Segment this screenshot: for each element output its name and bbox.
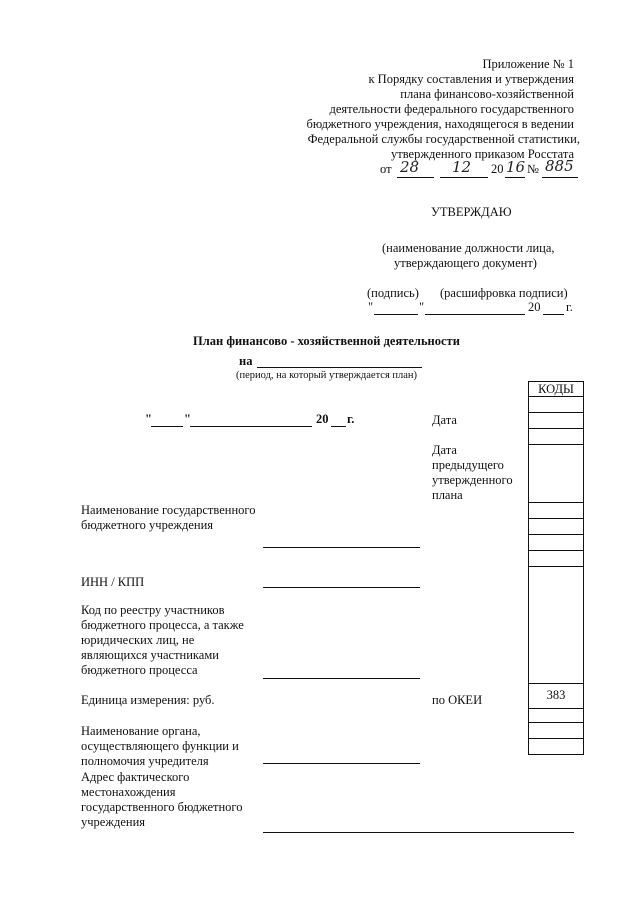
codes-cell: [528, 723, 584, 739]
period-label: на: [239, 354, 253, 368]
appendix-line: плана финансово-хозяйственной: [400, 87, 574, 101]
founder-name-label: Наименование органа, осуществляющего функции и полномочия учредителя: [81, 724, 239, 768]
appendix-line: Федеральной службы государственной статистики,: [307, 132, 580, 146]
period-hint: (период, на который утверждается план): [236, 370, 418, 381]
order-month: 12: [452, 158, 472, 176]
plan-date-year-prefix: 20: [316, 412, 329, 426]
codes-cell: [528, 519, 584, 535]
inn-kpp-label: ИНН / КПП: [81, 575, 145, 589]
approval-month-underline: [425, 314, 525, 315]
signature-hint: (подпись): [367, 286, 419, 300]
plan-date-day-underline: [151, 426, 183, 427]
codes-cell-prev-date: [528, 445, 584, 503]
appendix-line: деятельности федерального государственного: [329, 102, 574, 116]
approval-year-prefix: 20: [528, 300, 541, 314]
prev-date-label: Дата предыдущего утвержденного плана: [432, 443, 513, 502]
order-prefix: от: [380, 162, 392, 176]
codes-table: [528, 381, 584, 755]
registry-code-underline: [263, 678, 420, 679]
inn-kpp-underline: [263, 587, 420, 588]
unit-label: Единица измерения: руб.: [81, 693, 215, 707]
codes-cell: [528, 535, 584, 551]
order-month-underline: [440, 177, 488, 178]
founder-name-underline: [263, 763, 420, 764]
plan-date-year-underline: [331, 426, 346, 427]
okei-label: по ОКЕИ: [432, 693, 483, 707]
registry-code-label: Код по реестру участников бюджетного процесса, а также юридических лиц, не являющихся участниками бюджетного процесса: [81, 603, 244, 677]
appendix-line: к Порядку составления и утверждения: [368, 72, 574, 86]
address-underline: [263, 832, 574, 833]
codes-cell-inn-kpp: [528, 551, 584, 567]
order-year: 16: [506, 158, 526, 176]
order-year-prefix: 20: [491, 162, 504, 176]
codes-cell-founder: [528, 739, 584, 755]
codes-header: КОДЫ: [528, 381, 584, 397]
order-day-underline: [397, 177, 434, 178]
order-number-underline: [542, 177, 578, 178]
period-underline: [257, 367, 422, 368]
appendix-title: Приложение № 1: [482, 57, 574, 71]
position-hint-1: (наименование должности лица,: [382, 241, 555, 255]
order-year-underline: [505, 177, 525, 178]
order-day: 28: [400, 158, 420, 176]
codes-cell: [528, 397, 584, 413]
codes-cell-institution: [528, 503, 584, 519]
plan-date-year-suffix: г.: [347, 412, 355, 426]
codes-cell-okei: 383: [528, 684, 584, 709]
institution-name-underline: [263, 547, 420, 548]
plan-date-quote-close: ": [184, 412, 191, 426]
appendix-line: утвержденного приказом Росстата: [391, 147, 574, 161]
approval-title: УТВЕРЖДАЮ: [431, 205, 512, 219]
plan-title: План финансово - хозяйственной деятельности: [193, 334, 460, 348]
codes-cell: [528, 429, 584, 445]
order-number: 885: [545, 157, 574, 175]
codes-cell-date: [528, 413, 584, 429]
codes-cell: [528, 709, 584, 723]
appendix-line: бюджетного учреждения, находящегося в ведении: [306, 117, 574, 131]
approval-quote-close: ": [419, 300, 425, 314]
plan-date-month-underline: [190, 426, 312, 427]
decode-hint: (расшифровка подписи): [440, 286, 568, 300]
institution-name-label: Наименование государственного бюджетного учреждения: [81, 503, 256, 532]
approval-year-underline: [543, 314, 564, 315]
approval-day-underline: [374, 314, 418, 315]
date-label: Дата: [432, 413, 457, 427]
plan-date-quote-open: ": [145, 412, 152, 426]
position-hint-2: утверждающего документ): [394, 256, 537, 270]
address-label: Адрес фактического местонахождения государственного бюджетного учреждения: [81, 770, 243, 829]
approval-quote-open: ": [368, 300, 374, 314]
order-number-label: №: [527, 162, 539, 176]
codes-cell-registry: [528, 567, 584, 684]
approval-year-suffix: г.: [566, 300, 573, 314]
